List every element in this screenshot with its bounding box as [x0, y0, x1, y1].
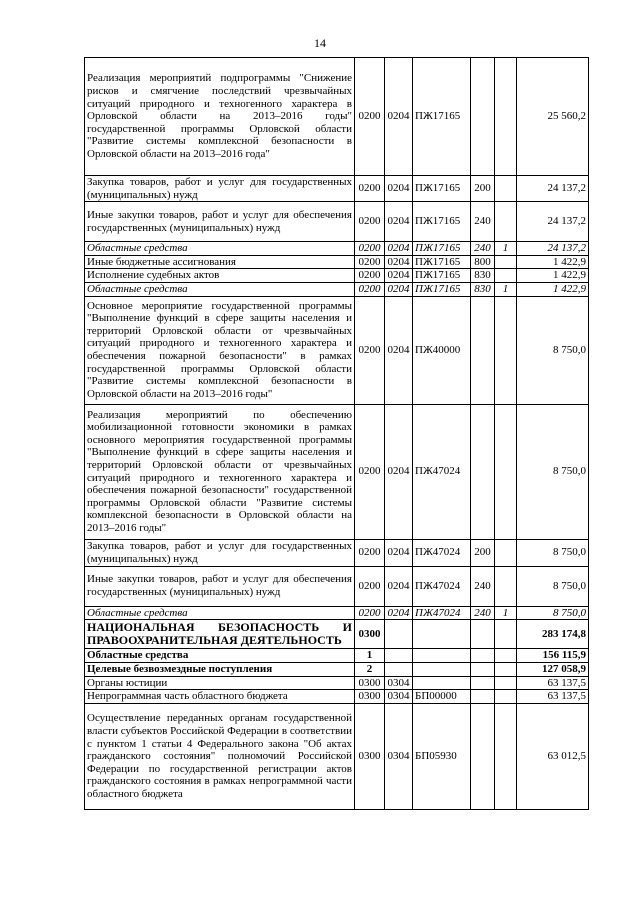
row-section-code — [385, 649, 413, 663]
row-amount: 24 137,2 — [517, 202, 589, 242]
row-source-code: 1 — [495, 242, 517, 256]
row-section-code: 0204 — [385, 296, 413, 404]
row-target-code: ПЖ17165 — [413, 282, 471, 296]
row-name: Реализация мероприятий по обеспечению мобилизационной готовности экономики в рамках основного мероприятия государственной программы "Выполнение функций в сфере защиты населения и территорий Орловской области от чрезвычайных ситуаций природного и техногенного характера и обеспечения пожарной безопасности" государственной программы Орловской области "Развитие системы комплексной безопасности в Орловской области на 2013–2016 годы" — [85, 404, 355, 539]
row-ministry-code: 0200 — [355, 566, 385, 606]
row-source-code — [495, 690, 517, 704]
row-name: Непрограммная часть областного бюджета — [85, 690, 355, 704]
table-row — [85, 176, 589, 202]
row-ministry-code: 0300 — [355, 620, 385, 649]
row-target-code: ПЖ17165 — [413, 176, 471, 202]
row-name: Целевые безвозмездные поступления — [85, 662, 355, 676]
row-ministry-code: 0300 — [355, 676, 385, 690]
row-amount: 283 174,8 — [517, 620, 589, 649]
row-ministry-code: 0200 — [355, 296, 385, 404]
row-source-code — [495, 676, 517, 690]
budget-table-body — [85, 58, 589, 810]
row-ministry-code: 0200 — [355, 539, 385, 566]
row-source-code — [495, 662, 517, 676]
row-amount: 127 058,9 — [517, 662, 589, 676]
row-ministry-code: 1 — [355, 649, 385, 663]
row-target-code: ПЖ17165 — [413, 242, 471, 256]
row-name: НАЦИОНАЛЬНАЯ БЕЗОПАСНОСТЬ И ПРАВООХРАНИТЕЛЬНАЯ ДЕЯТЕЛЬНОСТЬ — [85, 620, 355, 649]
table-row — [85, 242, 589, 256]
row-amount: 8 750,0 — [517, 566, 589, 606]
row-ministry-code: 0200 — [355, 242, 385, 256]
row-source-code — [495, 539, 517, 566]
row-expense-type-code: 830 — [471, 269, 495, 283]
row-section-code: 0304 — [385, 690, 413, 704]
row-name: Областные средства — [85, 242, 355, 256]
row-amount: 8 750,0 — [517, 539, 589, 566]
row-section-code: 0204 — [385, 242, 413, 256]
row-ministry-code: 0200 — [355, 404, 385, 539]
row-name: Областные средства — [85, 649, 355, 663]
row-section-code: 0304 — [385, 676, 413, 690]
table-row — [85, 676, 589, 690]
table-row — [85, 282, 589, 296]
row-target-code: ПЖ47024 — [413, 404, 471, 539]
row-amount: 24 137,2 — [517, 242, 589, 256]
row-target-code: ПЖ17165 — [413, 58, 471, 176]
row-amount: 1 422,9 — [517, 269, 589, 283]
row-source-code — [495, 566, 517, 606]
row-expense-type-code — [471, 296, 495, 404]
row-ministry-code: 2 — [355, 662, 385, 676]
row-name: Областные средства — [85, 606, 355, 620]
row-amount: 24 137,2 — [517, 176, 589, 202]
row-name: Исполнение судебных актов — [85, 269, 355, 283]
row-section-code: 0204 — [385, 202, 413, 242]
row-target-code: ПЖ17165 — [413, 255, 471, 269]
table-row — [85, 296, 589, 404]
row-section-code: 0204 — [385, 269, 413, 283]
row-name: Областные средства — [85, 282, 355, 296]
row-source-code — [495, 269, 517, 283]
row-expense-type-code: 800 — [471, 255, 495, 269]
row-target-code: ПЖ47024 — [413, 539, 471, 566]
row-section-code: 0204 — [385, 566, 413, 606]
row-ministry-code: 0200 — [355, 255, 385, 269]
row-expense-type-code — [471, 620, 495, 649]
table-row — [85, 606, 589, 620]
table-row — [85, 255, 589, 269]
table-row — [85, 703, 589, 809]
row-amount: 1 422,9 — [517, 282, 589, 296]
row-target-code: ПЖ17165 — [413, 269, 471, 283]
row-section-code: 0204 — [385, 606, 413, 620]
row-source-code — [495, 703, 517, 809]
row-name: Закупка товаров, работ и услуг для государственных (муниципальных) нужд — [85, 539, 355, 566]
table-row — [85, 404, 589, 539]
row-target-code: БП00000 — [413, 690, 471, 704]
row-source-code: 1 — [495, 606, 517, 620]
row-source-code — [495, 649, 517, 663]
row-source-code — [495, 58, 517, 176]
row-ministry-code: 0300 — [355, 703, 385, 809]
row-expense-type-code — [471, 58, 495, 176]
row-source-code — [495, 404, 517, 539]
row-target-code: ПЖ40000 — [413, 296, 471, 404]
row-expense-type-code: 200 — [471, 176, 495, 202]
row-section-code — [385, 662, 413, 676]
row-name: Осуществление переданных органам государственной власти субъектов Российской Федерации в соответствии с пунктом 1 статьи 4 Федерального закона "Об актах гражданского состояния" полномочий Российской Федерации по государственной регистрации актов гражданского состояния в рамках непрограммной части областного бюджета — [85, 703, 355, 809]
row-target-code — [413, 662, 471, 676]
row-section-code: 0204 — [385, 176, 413, 202]
row-section-code: 0204 — [385, 539, 413, 566]
row-section-code: 0204 — [385, 255, 413, 269]
row-expense-type-code: 240 — [471, 202, 495, 242]
row-amount: 8 750,0 — [517, 296, 589, 404]
row-ministry-code: 0200 — [355, 269, 385, 283]
table-row — [85, 202, 589, 242]
budget-table — [84, 57, 589, 810]
row-source-code: 1 — [495, 282, 517, 296]
row-ministry-code: 0200 — [355, 282, 385, 296]
row-amount: 8 750,0 — [517, 606, 589, 620]
row-amount: 8 750,0 — [517, 404, 589, 539]
row-source-code — [495, 620, 517, 649]
row-name: Закупка товаров, работ и услуг для государственных (муниципальных) нужд — [85, 176, 355, 202]
row-amount: 25 560,2 — [517, 58, 589, 176]
row-target-code: БП05930 — [413, 703, 471, 809]
row-expense-type-code: 240 — [471, 566, 495, 606]
row-amount: 156 115,9 — [517, 649, 589, 663]
row-section-code: 0204 — [385, 404, 413, 539]
table-row — [85, 649, 589, 663]
row-expense-type-code: 200 — [471, 539, 495, 566]
row-section-code — [385, 620, 413, 649]
table-row — [85, 690, 589, 704]
row-expense-type-code — [471, 703, 495, 809]
row-name: Иные закупки товаров, работ и услуг для обеспечения государственных (муниципальных) нужд — [85, 566, 355, 606]
table-row — [85, 566, 589, 606]
row-expense-type-code — [471, 676, 495, 690]
row-ministry-code: 0200 — [355, 58, 385, 176]
row-ministry-code: 0200 — [355, 202, 385, 242]
row-target-code — [413, 649, 471, 663]
row-ministry-code: 0300 — [355, 690, 385, 704]
row-target-code: ПЖ47024 — [413, 566, 471, 606]
row-name: Органы юстиции — [85, 676, 355, 690]
row-name: Иные закупки товаров, работ и услуг для обеспечения государственных (муниципальных) нужд — [85, 202, 355, 242]
row-amount: 1 422,9 — [517, 255, 589, 269]
row-ministry-code: 0200 — [355, 176, 385, 202]
row-name: Основное мероприятие государственной программы "Выполнение функций в сфере защиты населения и территорий Орловской области от чрезвычайных ситуаций природного и техногенного характера и обеспечения пожарной безопасности" в рамках государственной программы Орловской области "Развитие системы комплексной безопасности в Орловской области на 2013–2016 годы" — [85, 296, 355, 404]
row-expense-type-code: 240 — [471, 242, 495, 256]
row-expense-type-code: 240 — [471, 606, 495, 620]
row-expense-type-code: 830 — [471, 282, 495, 296]
table-row — [85, 269, 589, 283]
row-ministry-code: 0200 — [355, 606, 385, 620]
row-source-code — [495, 202, 517, 242]
row-target-code — [413, 676, 471, 690]
row-amount: 63 137,5 — [517, 690, 589, 704]
row-section-code: 0204 — [385, 58, 413, 176]
table-row — [85, 662, 589, 676]
row-amount: 63 012,5 — [517, 703, 589, 809]
table-row — [85, 620, 589, 649]
row-expense-type-code — [471, 662, 495, 676]
table-row — [85, 539, 589, 566]
row-section-code: 0304 — [385, 703, 413, 809]
row-expense-type-code — [471, 690, 495, 704]
row-name: Иные бюджетные ассигнования — [85, 255, 355, 269]
row-target-code — [413, 620, 471, 649]
row-target-code: ПЖ17165 — [413, 202, 471, 242]
page-number: 14 — [314, 36, 326, 50]
row-source-code — [495, 176, 517, 202]
row-expense-type-code — [471, 649, 495, 663]
row-source-code — [495, 255, 517, 269]
table-row — [85, 58, 589, 176]
row-amount: 63 137,5 — [517, 676, 589, 690]
row-source-code — [495, 296, 517, 404]
row-expense-type-code — [471, 404, 495, 539]
row-section-code: 0204 — [385, 282, 413, 296]
row-target-code: ПЖ47024 — [413, 606, 471, 620]
row-name: Реализация мероприятий подпрограммы "Снижение рисков и смягчение последствий чрезвычайных ситуаций природного и техногенного характера в Орловской области на 2013–2016 годы" государственной программы Орловской области "Развитие системы комплексной безопасности в Орловской области на 2013–2016 года" — [85, 58, 355, 176]
